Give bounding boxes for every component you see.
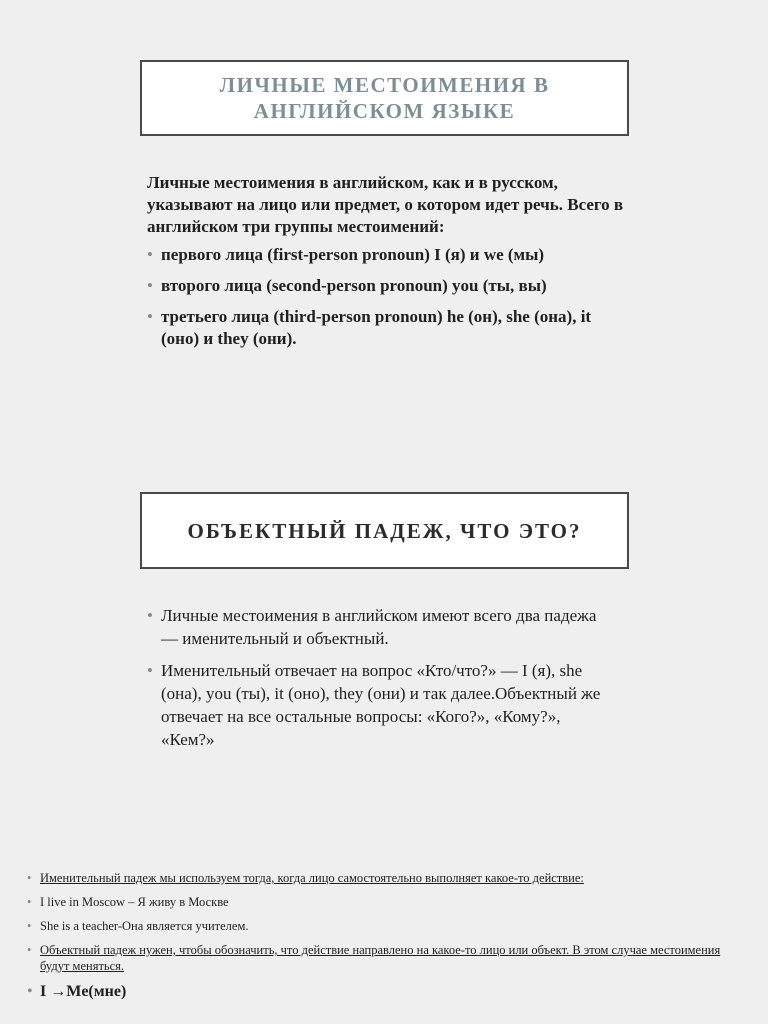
slide2-title: ОБЪЕКТНЫЙ ПАДЕЖ, ЧТО ЭТО? <box>140 492 629 569</box>
list-item: • второго лица (second-person pronoun) you (ты, вы) <box>147 276 547 295</box>
list-item: • I →Me(мне) <box>27 983 127 1000</box>
slide2-bullet-list <box>147 604 617 751</box>
slide1-title: ЛИЧНЫЕ МЕСТОИМЕНИЯ В АНГЛИЙСКОМ ЯЗЫКЕ <box>140 60 629 136</box>
list-item: • Именительный падеж мы используем тогда, когда лицо самостоятельно выполняет какое-то действие: <box>27 871 584 885</box>
list-item: • I live in Moscow – Я живу в Москве <box>27 895 229 909</box>
slide1-body <box>147 172 627 359</box>
list-item: • третьего лица (third-person pronoun) he (он), she (она), it (оно) и they (они). <box>147 307 592 348</box>
list-item: • Объектный падеж нужен, чтобы обозначить, что действие направлено на какое-то лицо или объект. В этом случае местоимения будут меняться. <box>27 943 721 973</box>
slide1-bullet-list <box>147 244 627 350</box>
slide1-intro: Личные местоимения в английском, как и в русском, указывают на лицо или предмет, о котором идет речь. Всего в английском три группы местоимений: <box>147 173 624 236</box>
bullet-icon: • <box>27 919 32 933</box>
bullet-icon: • <box>27 895 32 909</box>
bullet-icon: • <box>147 606 153 625</box>
bullet-icon: • <box>147 307 153 326</box>
list-item: • She is a teacher-Она является учителем. <box>27 919 249 933</box>
list-item: • Именительный отвечает на вопрос «Кто/что?» — I (я), she (она), you (ты), it (оно), they (они) и так далее.Объектный же отвечает на все остальные вопросы: «Кого?», «Кому?», «Кем?» <box>147 661 601 749</box>
bullet-icon: • <box>27 871 32 885</box>
slide3-bullet-list <box>27 870 747 1002</box>
bullet-icon: • <box>147 245 153 264</box>
list-item: • первого лица (first-person pronoun) I (я) и we (мы) <box>147 245 545 264</box>
slide2-body <box>147 604 617 760</box>
bullet-icon: • <box>27 943 32 957</box>
slide3-body <box>27 870 747 1010</box>
bullet-icon: • <box>147 276 153 295</box>
bullet-icon: • <box>27 983 33 1000</box>
list-item: • Личные местоимения в английском имеют всего два падежа — именительный и объектный. <box>147 606 597 648</box>
bullet-icon: • <box>147 661 153 680</box>
